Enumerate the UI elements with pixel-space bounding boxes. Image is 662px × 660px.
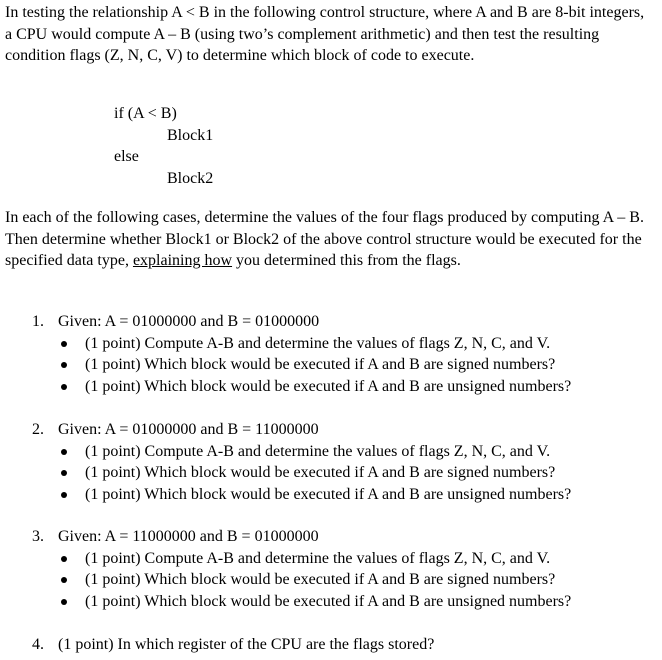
question-number: 2. xyxy=(32,421,44,438)
code-line-block2: Block2 xyxy=(167,169,214,187)
bullet-text: (1 point) Which block would be executed if A and B are unsigned numbers? xyxy=(85,485,572,503)
bullet-icon xyxy=(61,341,67,347)
question-2 xyxy=(0,419,662,505)
question-text: Given: A = 01000000 and B = 11000000 xyxy=(58,421,319,438)
question-1 xyxy=(0,311,662,397)
question-text: Given: A = 01000000 and B = 01000000 xyxy=(58,313,320,330)
bullet-text: (1 point) Which block would be executed if A and B are signed numbers? xyxy=(85,464,556,481)
list-item xyxy=(0,548,662,570)
bullet-icon xyxy=(61,384,67,390)
bullet-text: (1 point) Which block would be executed if A and B are signed numbers? xyxy=(85,571,556,588)
bullet-icon xyxy=(61,599,67,605)
question-heading xyxy=(0,634,662,656)
bullet-icon xyxy=(61,449,67,455)
question-text: (1 point) In which register of the CPU are the flags stored? xyxy=(58,636,435,653)
list-item xyxy=(0,376,662,398)
question-3 xyxy=(0,526,662,612)
bullet-text: (1 point) Which block would be executed if A and B are signed numbers? xyxy=(85,356,556,373)
bullet-icon xyxy=(61,492,67,498)
intro-paragraph: In testing the relationship A < B in the following control structure, where A and B are 8-bit integers, a CPU would compute A – B (using two’s complement arithmetic) and then test the resulting condition flags (Z, N, C, V) to determine which block of code to execute. xyxy=(5,4,645,64)
question-number: 3. xyxy=(32,528,44,545)
question-number: 1. xyxy=(32,313,44,330)
bullet-icon xyxy=(61,470,67,476)
question-text: Given: A = 11000000 and B = 01000000 xyxy=(58,528,319,545)
bullet-text: (1 point) Which block would be executed if A and B are unsigned numbers? xyxy=(85,592,572,610)
instructions-paragraph xyxy=(5,207,655,272)
list-item xyxy=(0,333,662,355)
list-item xyxy=(0,462,662,484)
question-heading xyxy=(0,311,662,333)
question-number: 4. xyxy=(32,636,44,653)
bullet-icon xyxy=(61,362,67,368)
bullet-text: (1 point) Compute A-B and determine the values of flags Z, N, C, and V. xyxy=(85,442,551,460)
instructions-underlined-text: explaining how xyxy=(132,252,233,269)
bullet-text: (1 point) Compute A-B and determine the values of flags Z, N, C, and V. xyxy=(85,334,551,352)
question-heading xyxy=(0,419,662,441)
question-heading xyxy=(0,526,662,548)
list-item xyxy=(0,354,662,376)
question-4 xyxy=(0,634,662,656)
bullet-text: (1 point) Which block would be executed if A and B are unsigned numbers? xyxy=(85,377,572,395)
list-item xyxy=(0,484,662,506)
code-line-block1: Block1 xyxy=(167,126,214,144)
bullet-text: (1 point) Compute A-B and determine the values of flags Z, N, C, and V. xyxy=(85,549,551,567)
instructions-text-end: you determined this from the flags. xyxy=(232,252,461,269)
list-item xyxy=(0,441,662,463)
control-structure-code xyxy=(114,103,213,189)
list-item xyxy=(0,591,662,613)
code-line-if: if (A < B) xyxy=(114,105,177,122)
instructions-text: In each of the following cases, determine the values of the four flags produced by computing A – B. Then determine whether Block1 or Block2 of the above control structure would be executed for the specified data type, xyxy=(5,209,644,269)
list-item xyxy=(0,569,662,591)
bullet-icon xyxy=(61,577,67,583)
code-line-else: else xyxy=(114,148,139,165)
bullet-icon xyxy=(61,556,67,562)
